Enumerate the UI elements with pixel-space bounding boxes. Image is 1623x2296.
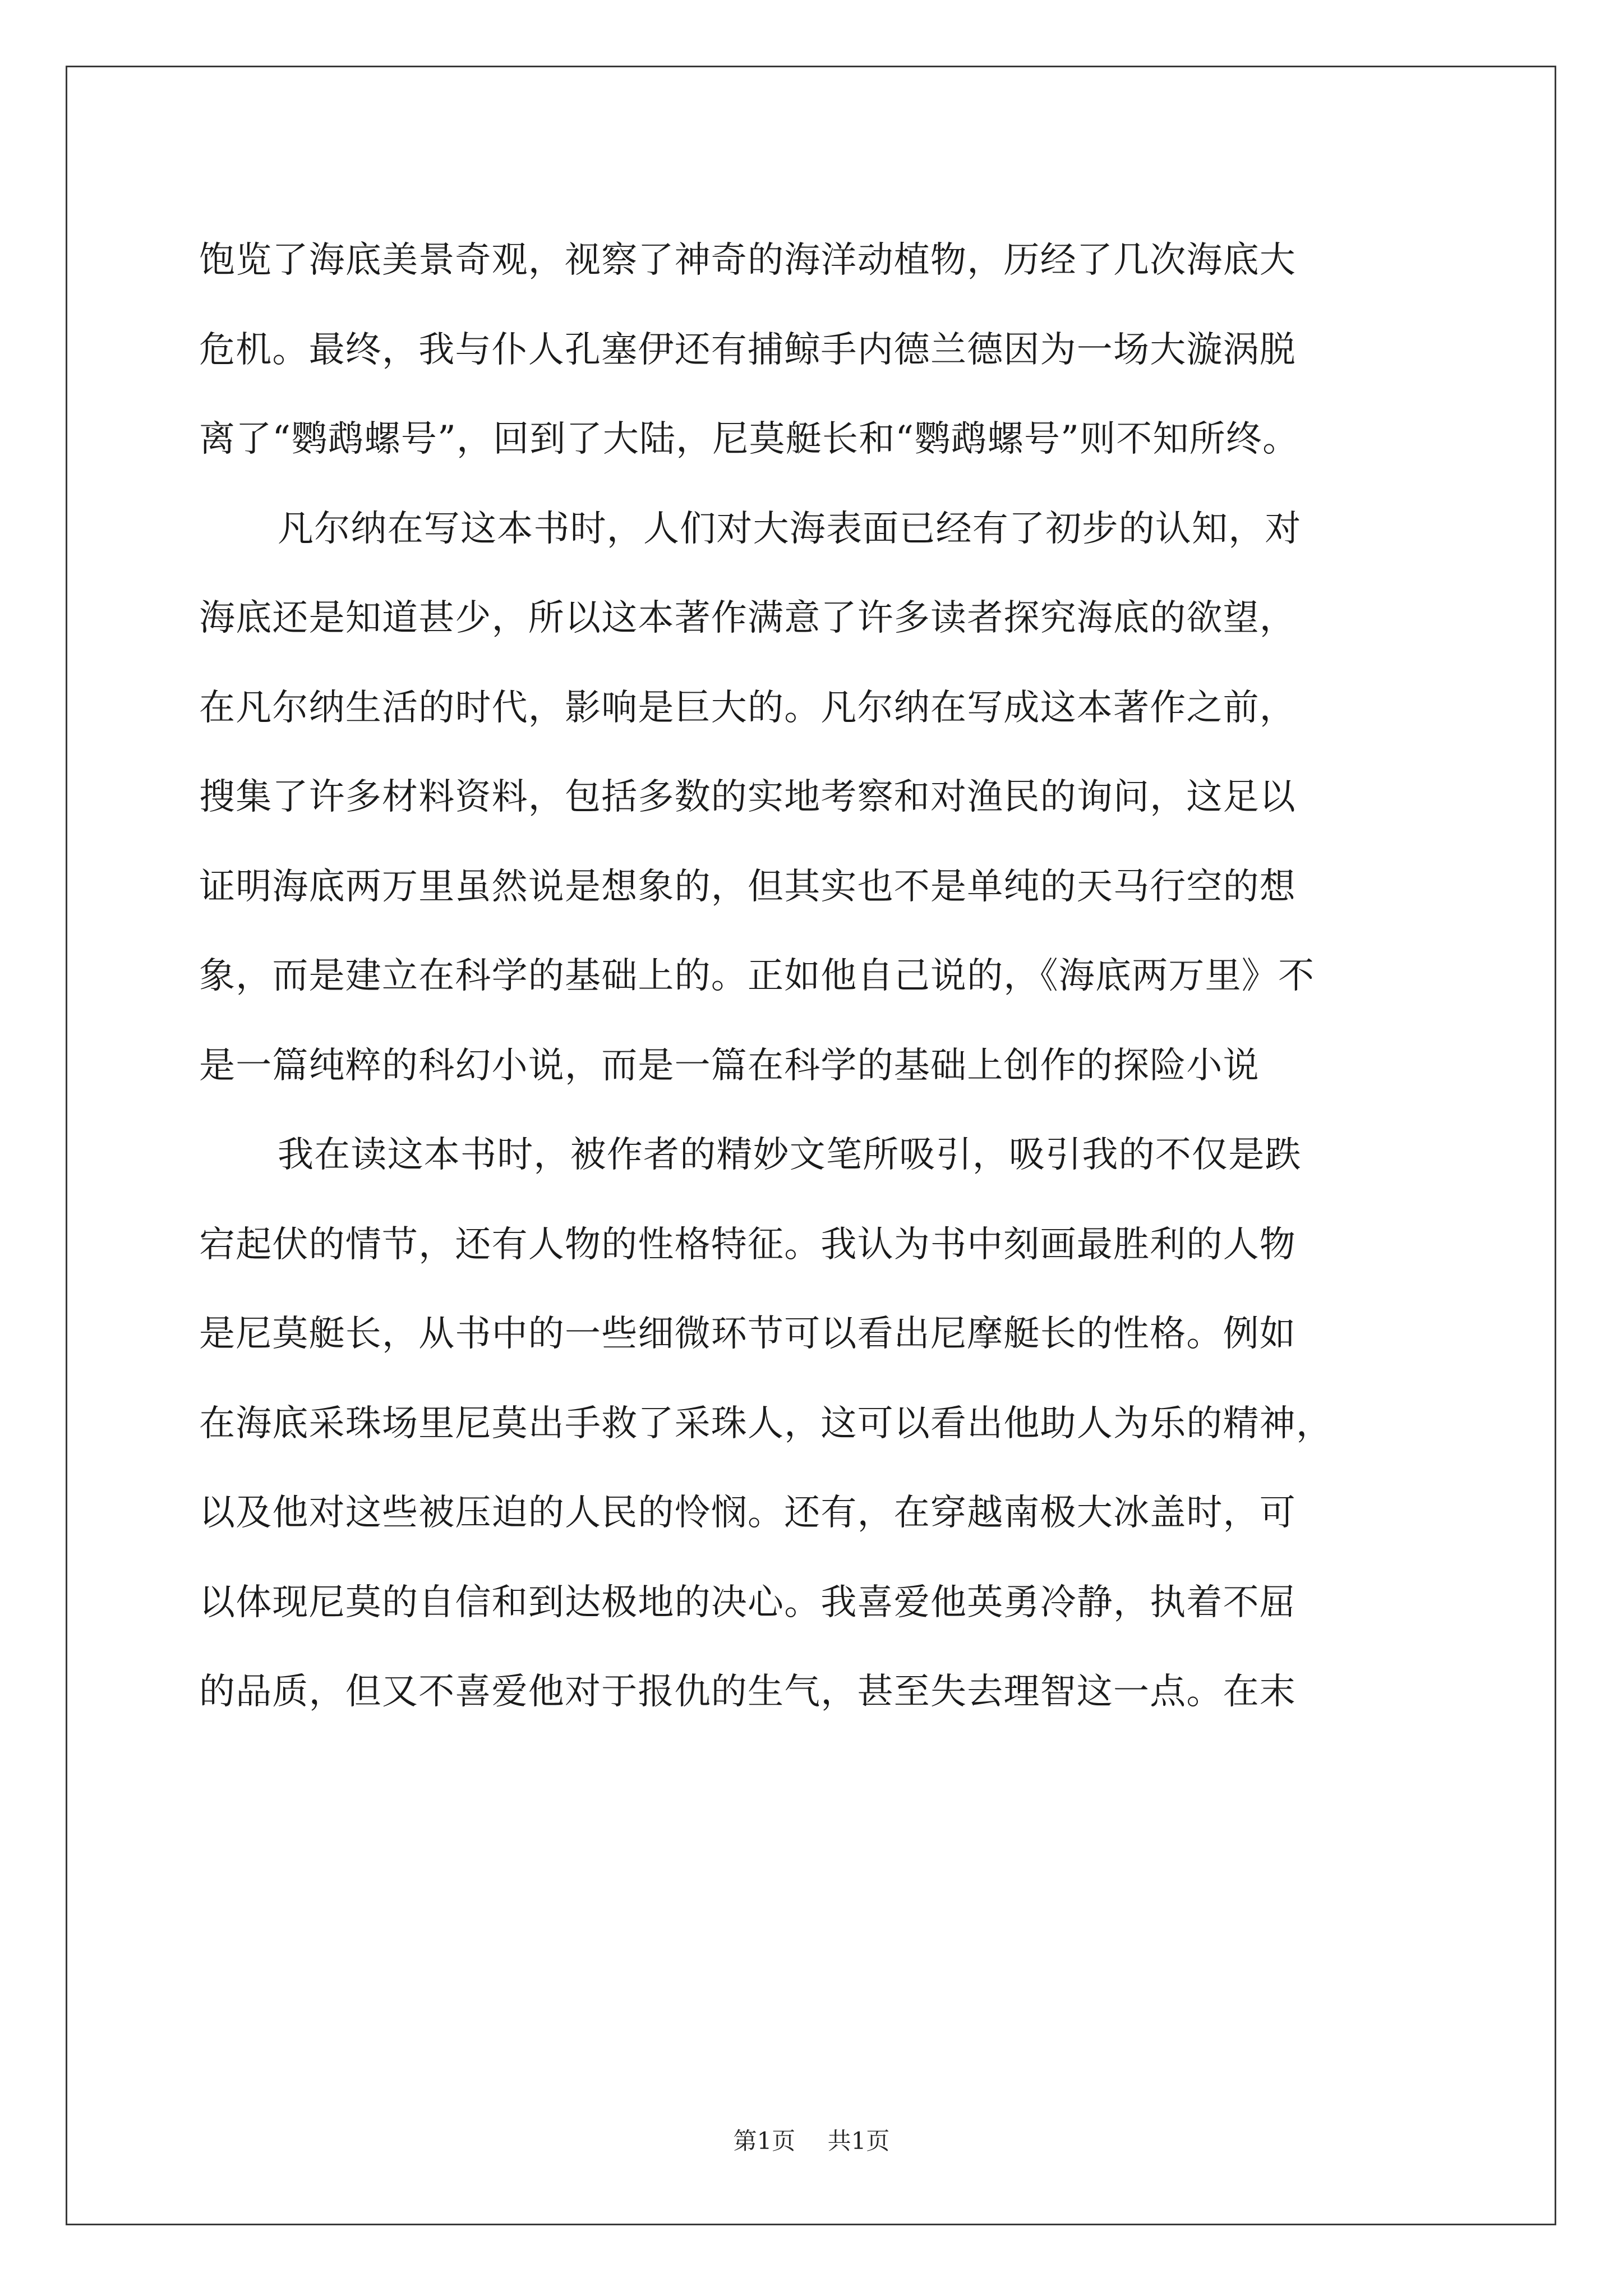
document-body — [199, 216, 1455, 1737]
text-line: 证明海底两万里虽然说是想象的，但其实也不是单纯的天马行空的想 — [199, 866, 1296, 908]
page-number: 第1页 — [733, 2127, 796, 2155]
text-line: 凡尔纳在写这本书时，人们对大海表面已经有了初步的认知，对 — [278, 508, 1302, 550]
text-line: 宕起伏的情节，还有人物的性格特征。我认为书中刻画最胜利的人物 — [199, 1223, 1296, 1266]
text-line: 是尼莫艇长，从书中的一些细微环节可以看出尼摩艇长的性格。例如 — [199, 1313, 1296, 1355]
text-line: 危机。最终，我与仆人孔塞伊还有捕鲸手内德兰德因为一场大漩涡脱 — [199, 329, 1296, 371]
text-line: 以及他对这些被压迫的人民的怜悯。还有，在穿越南极大冰盖时，可 — [199, 1492, 1296, 1534]
text-line: 在海底采珠场里尼莫出手救了采珠人，这可以看出他助人为乐的精神， — [199, 1402, 1333, 1444]
page-footer — [0, 2124, 1623, 2158]
text-line: 我在读这本书时，被作者的精妙文笔所吸引，吸引我的不仅是跌 — [278, 1134, 1302, 1176]
text-line: 离了“鹦鹉螺号”，回到了大陆，尼莫艇长和“鹦鹉螺号”则不知所终。 — [199, 418, 1299, 460]
text-line: 在凡尔纳生活的时代，影响是巨大的。凡尔纳在写成这本著作之前， — [199, 687, 1296, 729]
text-line: 以体现尼莫的自信和到达极地的决心。我喜爱他英勇冷静，执着不屈 — [199, 1581, 1296, 1623]
text-line: 饱览了海底美景奇观，视察了神奇的海洋动植物，历经了几次海底大 — [199, 240, 1296, 281]
text-line: 的品质，但又不喜爱他对于报仇的生气，甚至失去理智这一点。在末 — [199, 1671, 1296, 1713]
page-count: 共1页 — [827, 2127, 890, 2155]
text-line: 搜集了许多材料资料，包括多数的实地考察和对渔民的询问，这足以 — [199, 776, 1296, 818]
text-line: 海底还是知道甚少，所以这本著作满意了许多读者探究海底的欲望， — [199, 597, 1296, 639]
text-line: 象，而是建立在科学的基础上的。正如他自己说的，《海底两万里》不 — [199, 955, 1315, 997]
text-line: 是一篇纯粹的科幻小说，而是一篇在科学的基础上创作的探险小说 — [199, 1045, 1260, 1087]
